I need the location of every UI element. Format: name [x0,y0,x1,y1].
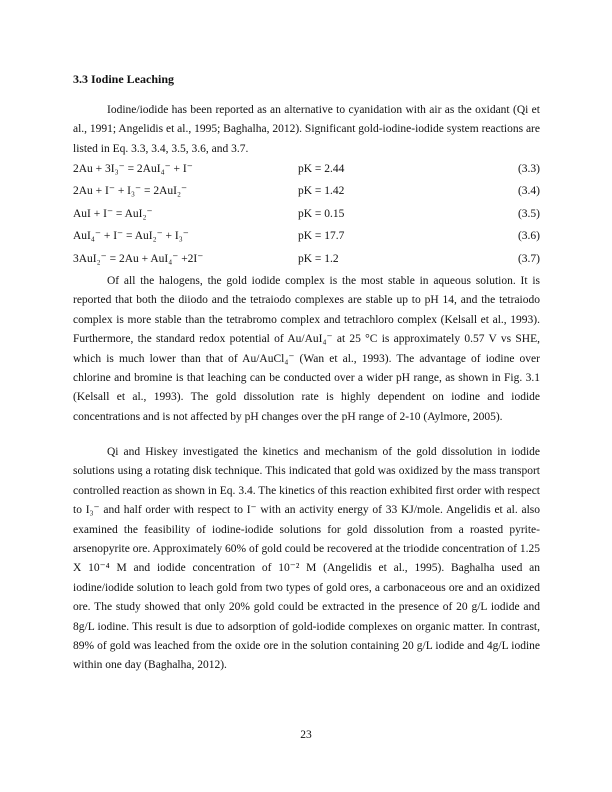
paragraph-kinetics: Qi and Hiskey investigated the kinetics and mechanism of the gold dissolution in iodide solutions using a rotating disk technique. This indicated that gold was oxidized by the mass transport controlled reaction as shown in Eq. 3.4. The kinetics of this reaction exhibited first order with respect to I₃⁻ and half order with respect to I⁻ with an activity energy of 33 KJ/mole. Angelidis et al. also examined the feasibility of iodine-iodide solutions for gold dissolution from a roasted pyrite-arsenopyrite ore. Approximately 60% of gold could be recovered at the triodide concentration of 1.25 X 10⁻⁴ M and iodide concentration of 10⁻² M (Angelidis et al., 1995). Baghalha used an iodine/iodide solution to leach gold from two types of gold ores, a carbonaceous ore and an oxidized ore. The study showed that only 20% gold could be extracted in the presence of 20 g/L iodide and 8g/L iodine. This result is due to adsorption of gold-iodide complexes on organic matter. In contrast, 89% of gold was leached from the oxide ore in the solution containing 20 g/L iodide and 4g/L iodine within one day (Baghalha, 2012). [73,446,540,672]
equation-row [73,227,540,246]
equation-number: (3.7) [517,252,540,265]
page-number: 23 [300,729,312,741]
section-heading: 3.3 Iodine Leaching [73,72,175,86]
equation-pk: pK = 0.15 [298,207,345,220]
equation-pk: pK = 1.42 [298,185,345,198]
equation-row [73,160,540,179]
equation-pk: pK = 1.2 [298,252,339,265]
equation-pk: pK = 2.44 [298,163,345,175]
equation-number: (3.3) [517,163,540,175]
equation-formula: 2Au + 3I₃⁻ = 2AuI₄⁻ + I⁻ [73,163,193,175]
paragraph-intro: Iodine/iodide has been reported as an alternative to cyanidation with air as the oxidant (Qi et al., 1991; Angelidis et al., 1995; Baghalha, 2012). Significant gold-iodine-iodide system reactions are listed in Eq. 3.3, 3.4, 3.5, 3.6, and 3.7. [73,104,540,155]
equation-number: (3.4) [517,185,540,198]
equation-number: (3.6) [517,230,540,243]
equation-number: (3.5) [517,207,540,220]
equation-formula: 3AuI₂⁻ = 2Au + AuI₄⁻ +2I⁻ [73,252,204,265]
equation-formula: 2Au + I⁻ + I₃⁻ = 2AuI₂⁻ [73,185,188,198]
equation-pk: pK = 17.7 [298,230,345,243]
equation-formula: AuI + I⁻ = AuI₂⁻ [73,207,153,220]
equation-row [73,250,540,269]
equation-row [73,205,540,224]
equation-formula: AuI₄⁻ + I⁻ = AuI₂⁻ + I₃⁻ [73,230,189,243]
paragraph-halogens: Of all the halogens, the gold iodide complex is the most stable in aqueous solution. It is reported that both the diiodo and the tetraiodo complexes are stable up to pH 14, and the tetraiodo complex is more stable than the tetrabromo complex and tetrachloro complex (Kelsall et al., 1993). Furthermore, the standard redox potential of Au/AuI₄⁻ at 25 °C is approximately 0.57 V vs SHE, which is much lower than that of Au/AuCl₄⁻ (Wan et al., 1993). The advantage of iodine over chlorine and bromine is that leaching can be conducted over a wider pH range, as shown in Fig. 3.1 (Kelsall et al., 1993). The gold dissolution rate is highly dependent on iodine and iodide concentrations and is not affected by pH changes over the pH range of 2-10 (Aylmore, 2005). [73,275,540,423]
equation-row [73,182,540,201]
